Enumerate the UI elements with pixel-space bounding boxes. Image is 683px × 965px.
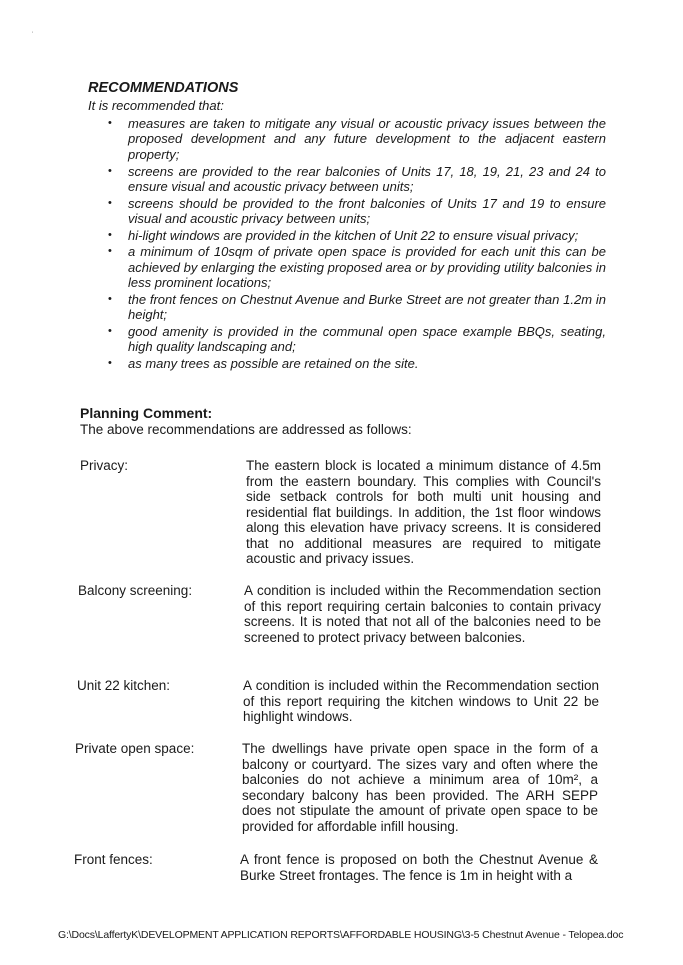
bullet-icon: • — [108, 164, 112, 177]
comment-text: A condition is included within the Recommendation section of this report requiring certain balconies to contain privacy screens. It is noted that not all of the balconies need to be screened to protect privacy between balconies. — [244, 583, 601, 645]
comment-text: A condition is included within the Recommendation section of this report requiring the kitchen windows to Unit 22 be highlight windows. — [243, 678, 599, 724]
recommendation-item: • screens are provided to the rear balconies of Units 17, 18, 19, 21, 23 and 24 to ensure visual and acoustic privacy between units; — [108, 163, 606, 194]
comment-label: Unit 22 kitchen: — [77, 678, 171, 693]
bullet-icon: • — [108, 245, 112, 258]
comment-label: Private open space: — [75, 741, 195, 756]
bullet-icon: • — [108, 325, 112, 338]
recommendation-item: • measures are taken to mitigate any visual or acoustic privacy issues between the proposed development and any future development to the adjacent eastern property; — [108, 116, 606, 162]
comment-text: The dwellings have private open space in the form of a balcony or courtyard. The sizes vary and often where the balconies do not achieve a minimum area of 10m², a secondary balcony has been provided. The ARH SEPP does not stipulate the amount of private open space to be provided for affordable infill housing. — [242, 741, 598, 834]
bullet-icon: • — [108, 357, 112, 370]
comment-label: Balcony screening: — [78, 583, 193, 598]
recommendation-item: • good amenity is provided in the communal open space example BBQs, seating, high quality landscaping and; — [108, 324, 606, 355]
comment-label: Privacy: — [80, 458, 129, 473]
bullet-icon: • — [108, 292, 112, 305]
recommendations-heading: RECOMMENDATIONS — [88, 80, 239, 96]
comment-text: A front fence is proposed on both the Chestnut Avenue & Burke Street frontages. The fence is 1m in height with a — [240, 852, 598, 883]
recommendation-item: • as many trees as possible are retained on the site. — [108, 356, 419, 372]
planning-comment-heading: Planning Comment: — [80, 405, 213, 421]
file-path-footer: G:\Docs\LaffertyK\DEVELOPMENT APPLICATION REPORTS\AFFORDABLE HOUSING\3-5 Chestnut Avenue - Telopea.doc — [58, 929, 624, 941]
recommendation-item: • the front fences on Chestnut Avenue and Burke Street are not greater than 1.2m in height; — [108, 291, 606, 323]
scan-mark: ' — [32, 32, 34, 38]
recommendation-item: • screens should be provided to the front balconies of Units 17 and 19 to ensure visual and acoustic privacy between units; — [108, 195, 606, 227]
recommendation-item: • a minimum of 10sqm of private open space is provided for each unit this can be achieved by enlarging the existing proposed area or by providing utility balconies in less prominent locations; — [108, 244, 606, 291]
recommendations-intro: It is recommended that: — [88, 98, 224, 113]
bullet-icon: • — [108, 228, 112, 241]
bullet-icon: • — [108, 196, 112, 209]
recommendations-list — [108, 116, 606, 373]
bullet-icon: • — [108, 117, 112, 129]
planning-comment-intro: The above recommendations are addressed as follows: — [80, 422, 412, 437]
recommendation-item: • hi-light windows are provided in the kitchen of Unit 22 to ensure visual privacy; — [108, 227, 579, 243]
comment-text: The eastern block is located a minimum distance of 4.5m from the eastern boundary. This complies with Council's side setback controls for both multi unit housing and residential flat buildings. In addition, the 1st floor windows along this elevation have privacy screens. It is considered that no additional measures are required to mitigate acoustic and privacy issues. — [246, 458, 601, 566]
comment-label: Front fences: — [74, 852, 153, 867]
